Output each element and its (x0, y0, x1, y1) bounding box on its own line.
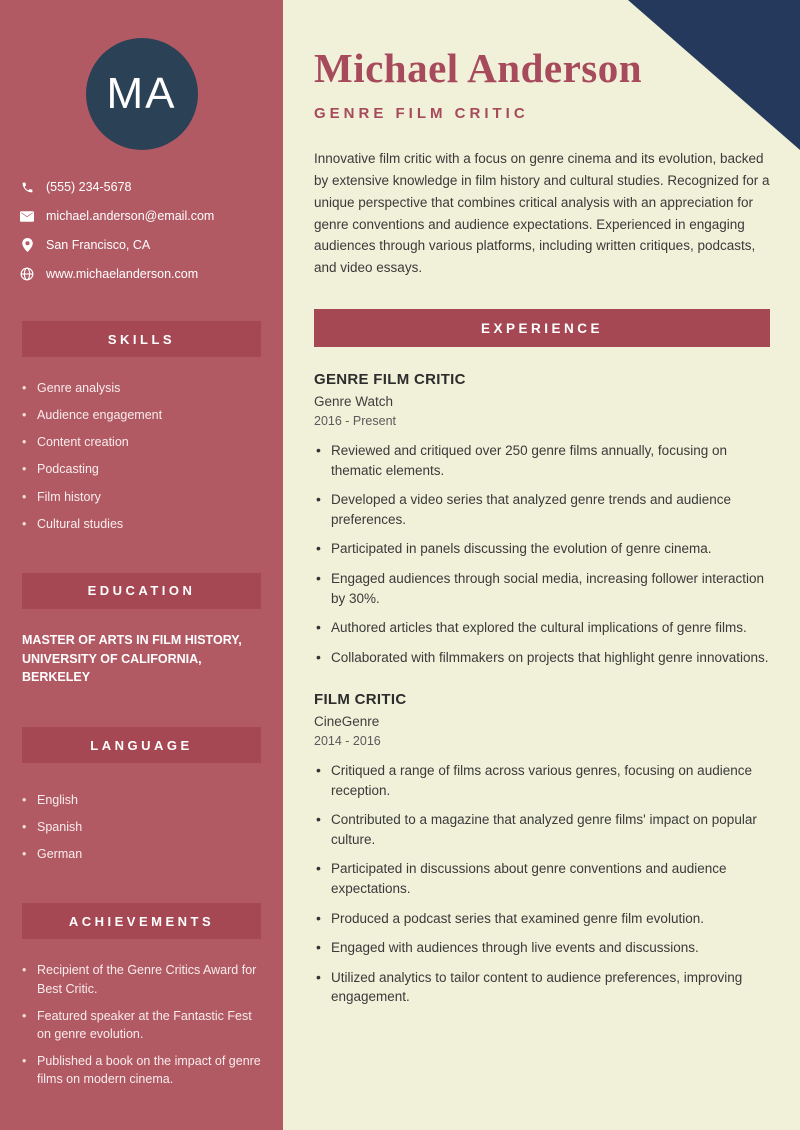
email-icon (20, 209, 34, 223)
experience-section-header (314, 309, 770, 347)
skill-item: • Film history (22, 488, 261, 506)
job-bullet: • Reviewed and critiqued over 250 genre films annually, focusing on thematic elements. (314, 441, 770, 480)
language-list (0, 791, 283, 863)
education-degree: MASTER OF ARTS IN FILM HISTORY, UNIVERSITY OF CALIFORNIA, BERKELEY (22, 632, 242, 685)
skill-item: • Podcasting (22, 460, 261, 478)
skill-item: • Genre analysis (22, 379, 261, 397)
job-bullet: • Utilized analytics to tailor content to audience preferences, improving engagement. (314, 968, 770, 1007)
job-bullet: • Developed a video series that analyzed genre trends and audience preferences. (314, 490, 770, 529)
phone-icon (20, 180, 34, 194)
achievements-title: ACHIEVEMENTS (68, 913, 215, 929)
job-bullet: • Critiqued a range of films across various genres, focusing on audience reception. (314, 761, 770, 800)
job-bullet: • Engaged with audiences through live events and discussions. (314, 938, 770, 958)
role-subtitle: GENRE FILM CRITIC (314, 105, 529, 122)
language-title: LANGUAGE (90, 737, 193, 753)
language-item: • Spanish (22, 818, 261, 836)
job-bullet: • Authored articles that explored the cultural implications of genre films. (314, 618, 770, 638)
contact-list (0, 180, 283, 281)
job-title: GENRE FILM CRITIC (314, 371, 466, 389)
location-icon (20, 238, 34, 252)
contact-email (20, 209, 263, 223)
achievement-item: • Published a book on the impact of genre films on modern cinema. (22, 1052, 261, 1088)
achievements-list (0, 961, 283, 1088)
job-entry-2 (314, 691, 770, 1007)
main-content (283, 0, 800, 1130)
contact-website (20, 267, 263, 281)
achievement-item: • Recipient of the Genre Critics Award for Best Critic. (22, 961, 261, 997)
contact-phone (20, 180, 263, 194)
education-title: EDUCATION (87, 583, 196, 599)
job-dates: 2016 - Present (314, 414, 396, 429)
website-icon (20, 267, 34, 281)
job-bullet: • Contributed to a magazine that analyzed genre films' impact on popular culture. (314, 810, 770, 849)
language-item: • English (22, 791, 261, 809)
skill-item: • Content creation (22, 433, 261, 451)
contact-email-text: michael.anderson@email.com (46, 209, 215, 223)
job-bullet: • Engaged audiences through social media, increasing follower interaction by 30%. (314, 569, 770, 608)
contact-location (20, 238, 263, 252)
job-bullet: • Produced a podcast series that examined genre film evolution. (314, 909, 770, 929)
avatar (86, 38, 198, 150)
sidebar (0, 0, 283, 1130)
job-bullet-list (314, 441, 770, 667)
language-section-header (22, 727, 261, 763)
job-company: CineGenre (314, 714, 380, 730)
job-bullet-list (314, 761, 770, 1007)
page-title: Michael Anderson (314, 45, 643, 91)
contact-phone-text: (555) 234-5678 (46, 180, 132, 194)
job-title: FILM CRITIC (314, 691, 407, 709)
job-dates: 2014 - 2016 (314, 734, 381, 749)
experience-title: EXPERIENCE (480, 320, 604, 336)
skill-item: • Cultural studies (22, 515, 261, 533)
job-company: Genre Watch (314, 394, 394, 410)
skills-list (0, 379, 283, 533)
language-item: • German (22, 845, 261, 863)
job-bullet: • Participated in panels discussing the evolution of genre cinema. (314, 539, 770, 559)
achievement-item: • Featured speaker at the Fantastic Fest on genre evolution. (22, 1007, 261, 1043)
job-entry-1 (314, 371, 770, 667)
skills-title: SKILLS (107, 331, 176, 347)
contact-website-text: www.michaelanderson.com (46, 267, 199, 281)
job-bullet: • Collaborated with filmmakers on projects that highlight genre innovations. (314, 648, 770, 668)
profile-summary: Innovative film critic with a focus on genre cinema and its evolution, backed by extensive knowledge in film history and cultural studies. Recognized for a unique perspective that combines critical analysis with an appreciation for genre conventions and audience expectations. Experienced in engaging audiences through various platforms, including written critiques, podcasts, and video essays. (314, 151, 770, 276)
job-bullet: • Participated in discussions about genre conventions and audience expectations. (314, 859, 770, 898)
avatar-initials: MA (106, 69, 177, 118)
achievements-section-header (22, 903, 261, 939)
skills-section-header (22, 321, 261, 357)
contact-location-text: San Francisco, CA (46, 238, 151, 252)
skill-item: • Audience engagement (22, 406, 261, 424)
education-section-header (22, 573, 261, 609)
